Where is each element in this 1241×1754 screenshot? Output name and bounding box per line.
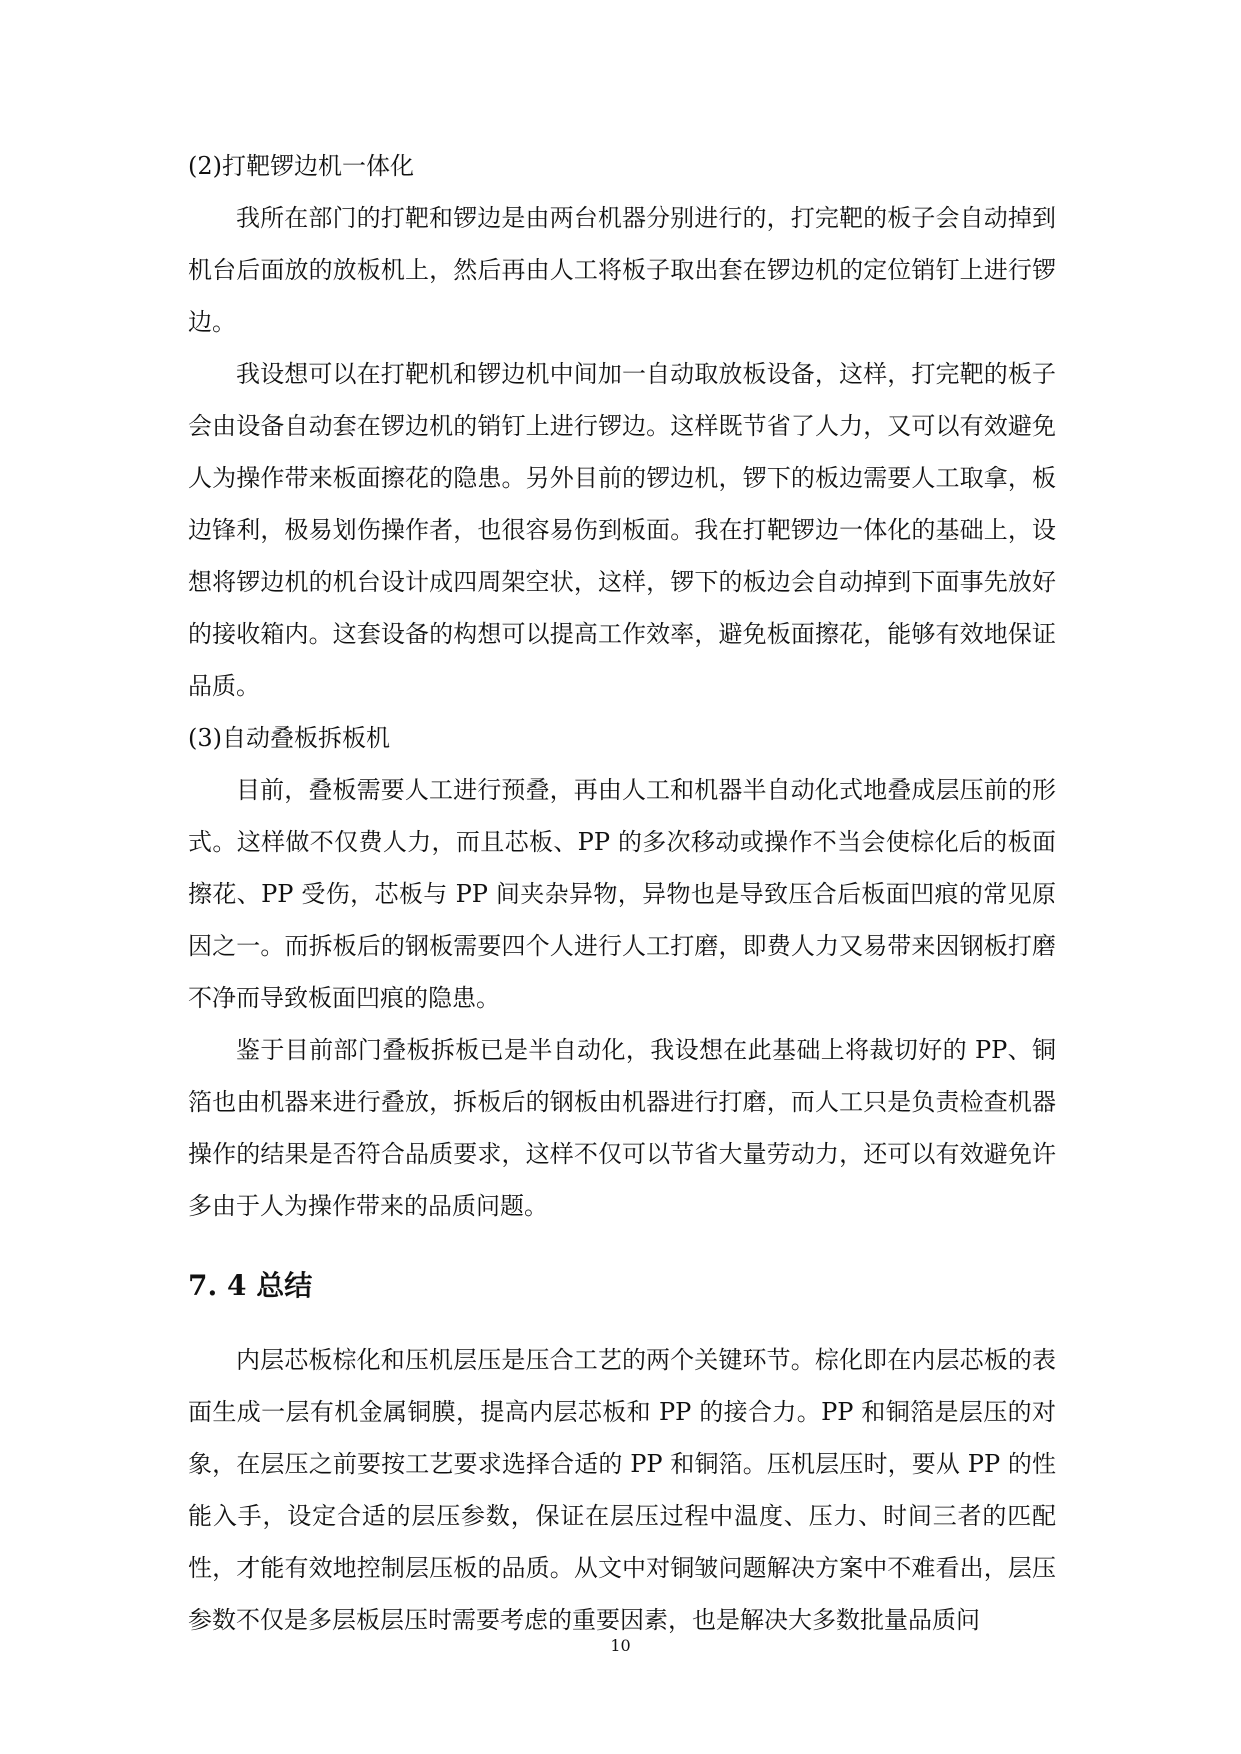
document-body xyxy=(188,140,1056,1646)
subheading-2: (2)打靶锣边机一体化 xyxy=(188,152,414,180)
paragraph: 鉴于目前部门叠板拆板已是半自动化，我设想在此基础上将裁切好的 PP、铜箔也由机器来进行叠放，拆板后的钢板由机器进行打磨，而人工只是负责检查机器操作的结果是否符合品质要求，这样不仅可以节省大量劳动力，还可以有效避免许多由于人为操作带来的品质问题。 xyxy=(188,1036,1056,1220)
paragraph: 目前，叠板需要人工进行预叠，再由人工和机器半自动化式地叠成层压前的形式。这样做不仅费人力，而且芯板、PP 的多次移动或操作不当会使棕化后的板面擦花、PP 受伤，芯板与 PP 间夹杂异物，异物也是导致压合后板面凹痕的常见原因之一。而拆板后的钢板需要四个人进行人工打磨，即费人力又易带来因钢板打磨不净而导致板面凹痕的隐患。 xyxy=(188,776,1056,1012)
paragraph: 我设想可以在打靶机和锣边机中间加一自动取放板设备，这样，打完靶的板子会由设备自动套在锣边机的销钉上进行锣边。这样既节省了人力，又可以有效避免人为操作带来板面擦花的隐患。另外目前的锣边机，锣下的板边需要人工取拿，板边锋利，极易划伤操作者，也很容易伤到板面。我在打靶锣边一体化的基础上，设想将锣边机的机台设计成四周架空状，这样，锣下的板边会自动掉到下面事先放好的接收箱内。这套设备的构想可以提高工作效率，避免板面擦花，能够有效地保证品质。 xyxy=(188,360,1056,700)
section-title: 7. 4 总结 xyxy=(188,1269,313,1302)
paragraph: 内层芯板棕化和压机层压是压合工艺的两个关键环节。棕化即在内层芯板的表面生成一层有机金属铜膜，提高内层芯板和 PP 的接合力。PP 和铜箔是层压的对象，在层压之前要按工艺要求选择合适的 PP 和铜箔。压机层压时，要从 PP 的性能入手，设定合适的层压参数，保证在层压过程中温度、压力、时间三者的匹配性，才能有效地控制层压板的品质。从文中对铜皱问题解决方案中不难看出，层压参数不仅是多层板层压时需要考虑的重要因素，也是解决大多数批量品质问 xyxy=(188,1346,1056,1634)
page-number: 10 xyxy=(610,1636,631,1655)
paragraph: 我所在部门的打靶和锣边是由两台机器分别进行的，打完靶的板子会自动掉到机台后面放的放板机上，然后再由人工将板子取出套在锣边机的定位销钉上进行锣边。 xyxy=(188,204,1056,336)
subheading-3: (3)自动叠板拆板机 xyxy=(188,724,390,752)
